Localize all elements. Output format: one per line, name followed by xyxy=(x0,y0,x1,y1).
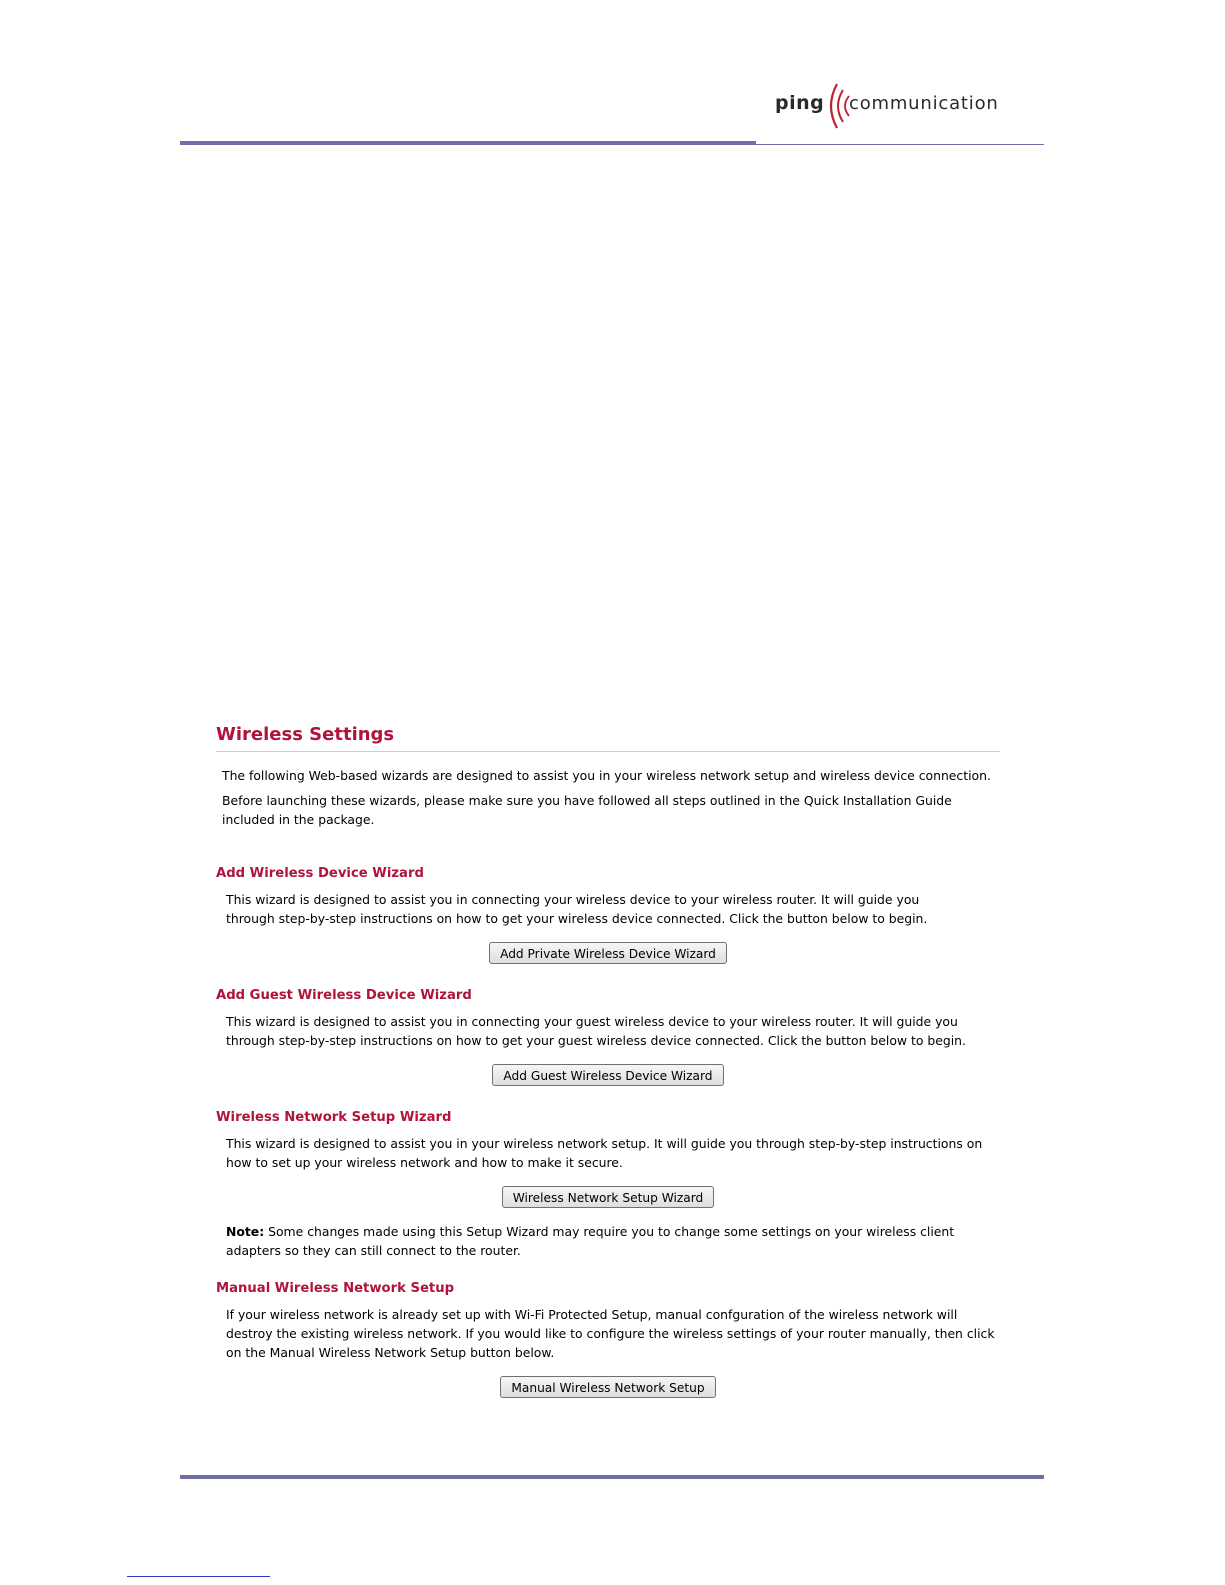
button-row xyxy=(216,942,1000,964)
note-label: Note: xyxy=(226,1224,265,1239)
intro-text xyxy=(216,766,1000,829)
footer-link-underline xyxy=(127,1576,270,1577)
note-paragraph xyxy=(226,1222,1001,1260)
wireless-settings-panel xyxy=(216,724,1000,1398)
header-rule-thin xyxy=(756,144,1044,145)
section-title: Manual Wireless Network Setup xyxy=(216,1281,455,1296)
intro-paragraph-1: The following Web-based wizards are designed to assist you in your wireless network setup and wireless device connection. xyxy=(222,768,991,783)
section-title: Add Guest Wireless Device Wizard xyxy=(216,988,472,1003)
logo-text-communication: communication xyxy=(849,93,999,114)
add-private-wireless-device-wizard-button[interactable]: Add Private Wireless Device Wizard xyxy=(489,942,727,964)
manual-wireless-network-setup-button[interactable]: Manual Wireless Network Setup xyxy=(500,1376,715,1398)
page-title: Wireless Settings xyxy=(216,724,1000,752)
section-title: Add Wireless Device Wizard xyxy=(216,866,424,881)
section-body xyxy=(216,1134,1000,1172)
logo-text-ping: ping xyxy=(775,92,825,114)
section-body xyxy=(216,1012,1000,1050)
section-description: This wizard is designed to assist you in connecting your guest wireless device to your wireless router. It will guide you through step-by-step instructions on how to get your guest wireless device connected. Click the button below to begin. xyxy=(226,1014,966,1048)
note-text: Some changes made using this Setup Wizard may require you to change some settings on your wireless client adapters so they can still connect to the router. xyxy=(226,1224,955,1258)
section-description: This wizard is designed to assist you in connecting your wireless device to your wireless router. It will guide you through step-by-step instructions on how to get your wireless device connected. Click the button below to begin. xyxy=(226,892,928,926)
note-block xyxy=(216,1222,1000,1260)
section-body xyxy=(216,1305,1000,1362)
add-guest-wireless-device-wizard-button[interactable]: Add Guest Wireless Device Wizard xyxy=(492,1064,723,1086)
section-body xyxy=(216,890,1000,928)
section-wireless-network-setup-wizard xyxy=(216,1110,1000,1260)
button-row xyxy=(216,1376,1000,1398)
section-description: If your wireless network is already set up with Wi-Fi Protected Setup, manual confguration of the wireless network will destroy the existing wireless network. If you would like to configure the wireless settings of your router manually, then click on the Manual Wireless Network Setup button below. xyxy=(226,1307,995,1360)
intro-paragraph-2: Before launching these wizards, please make sure you have followed all steps outlined in the Quick Installation Guide included in the package. xyxy=(222,793,952,827)
section-description: This wizard is designed to assist you in your wireless network setup. It will guide you through step-by-step instructions on how to set up your wireless network and how to make it secure. xyxy=(226,1136,983,1170)
button-row xyxy=(216,1064,1000,1086)
ping-communication-logo xyxy=(775,82,1035,130)
button-row xyxy=(216,1186,1000,1208)
footer-rule xyxy=(180,1475,1044,1479)
section-title: Wireless Network Setup Wizard xyxy=(216,1110,452,1125)
section-add-wireless-device xyxy=(216,866,1000,964)
signal-arcs-icon xyxy=(825,82,851,130)
header-rule xyxy=(180,141,756,145)
wireless-network-setup-wizard-button[interactable]: Wireless Network Setup Wizard xyxy=(502,1186,715,1208)
section-manual-wireless-network-setup xyxy=(216,1281,1000,1398)
section-add-guest-wireless-device xyxy=(216,988,1000,1086)
